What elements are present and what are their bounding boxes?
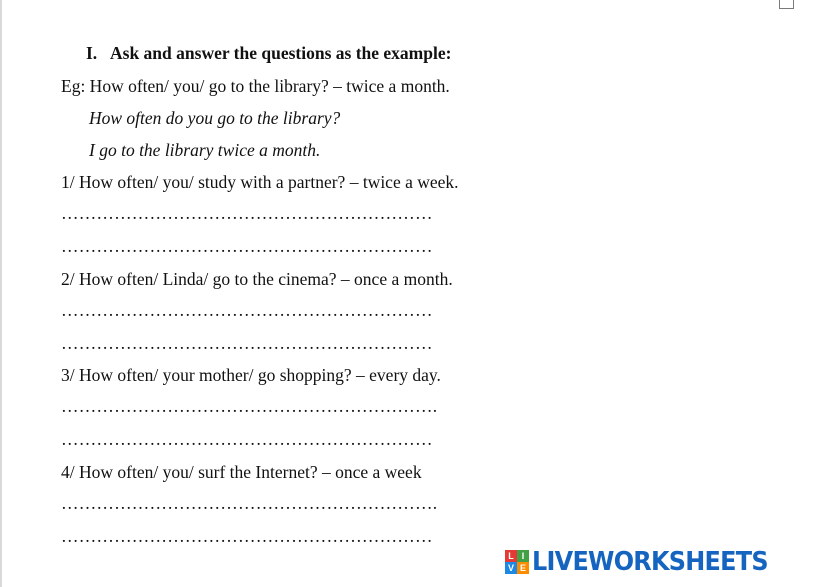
liveworksheets-logo-text: LIVEWORKSHEETS xyxy=(532,547,768,577)
corner-checkbox[interactable] xyxy=(779,0,794,9)
answer-2-answer-field[interactable]: ……………………………………………………… xyxy=(61,333,433,353)
answer-3-answer-field[interactable]: ……………………………………………………… xyxy=(61,429,433,449)
exercise-heading xyxy=(86,45,451,63)
answer-4-question-field[interactable]: ………………………………………………………. xyxy=(61,493,438,513)
liveworksheets-logo-icon xyxy=(505,550,529,574)
answer-2-question-field[interactable]: ……………………………………………………… xyxy=(61,300,433,320)
page-edge xyxy=(0,0,2,587)
question-1-prompt: 1/ How often/ you/ study with a partner? – twice a week. xyxy=(61,172,459,192)
exercise-instruction: Ask and answer the questions as the example: xyxy=(110,43,452,63)
logo-letter-l: L xyxy=(505,550,517,562)
exercise-number: I. xyxy=(86,43,98,63)
example-question: How often do you go to the library? xyxy=(89,108,341,128)
logo-letter-v: V xyxy=(505,562,517,574)
answer-4-answer-field[interactable]: ……………………………………………………… xyxy=(61,526,433,546)
answer-1-answer-field[interactable]: ……………………………………………………… xyxy=(61,236,433,256)
answer-3-question-field[interactable]: ………………………………………………………. xyxy=(61,396,438,416)
question-4-prompt: 4/ How often/ you/ surf the Internet? – once a week xyxy=(61,462,422,482)
logo-letter-e: E xyxy=(517,562,529,574)
answer-1-question-field[interactable]: ……………………………………………………… xyxy=(61,203,433,223)
question-3-prompt: 3/ How often/ your mother/ go shopping? – every day. xyxy=(61,365,441,385)
example-answer: I go to the library twice a month. xyxy=(89,140,321,160)
question-2-prompt: 2/ How often/ Linda/ go to the cinema? – once a month. xyxy=(61,269,453,289)
logo-letter-i: I xyxy=(517,550,529,562)
liveworksheets-logo xyxy=(505,547,788,577)
example-prompt: Eg: How often/ you/ go to the library? – twice a month. xyxy=(61,76,450,96)
